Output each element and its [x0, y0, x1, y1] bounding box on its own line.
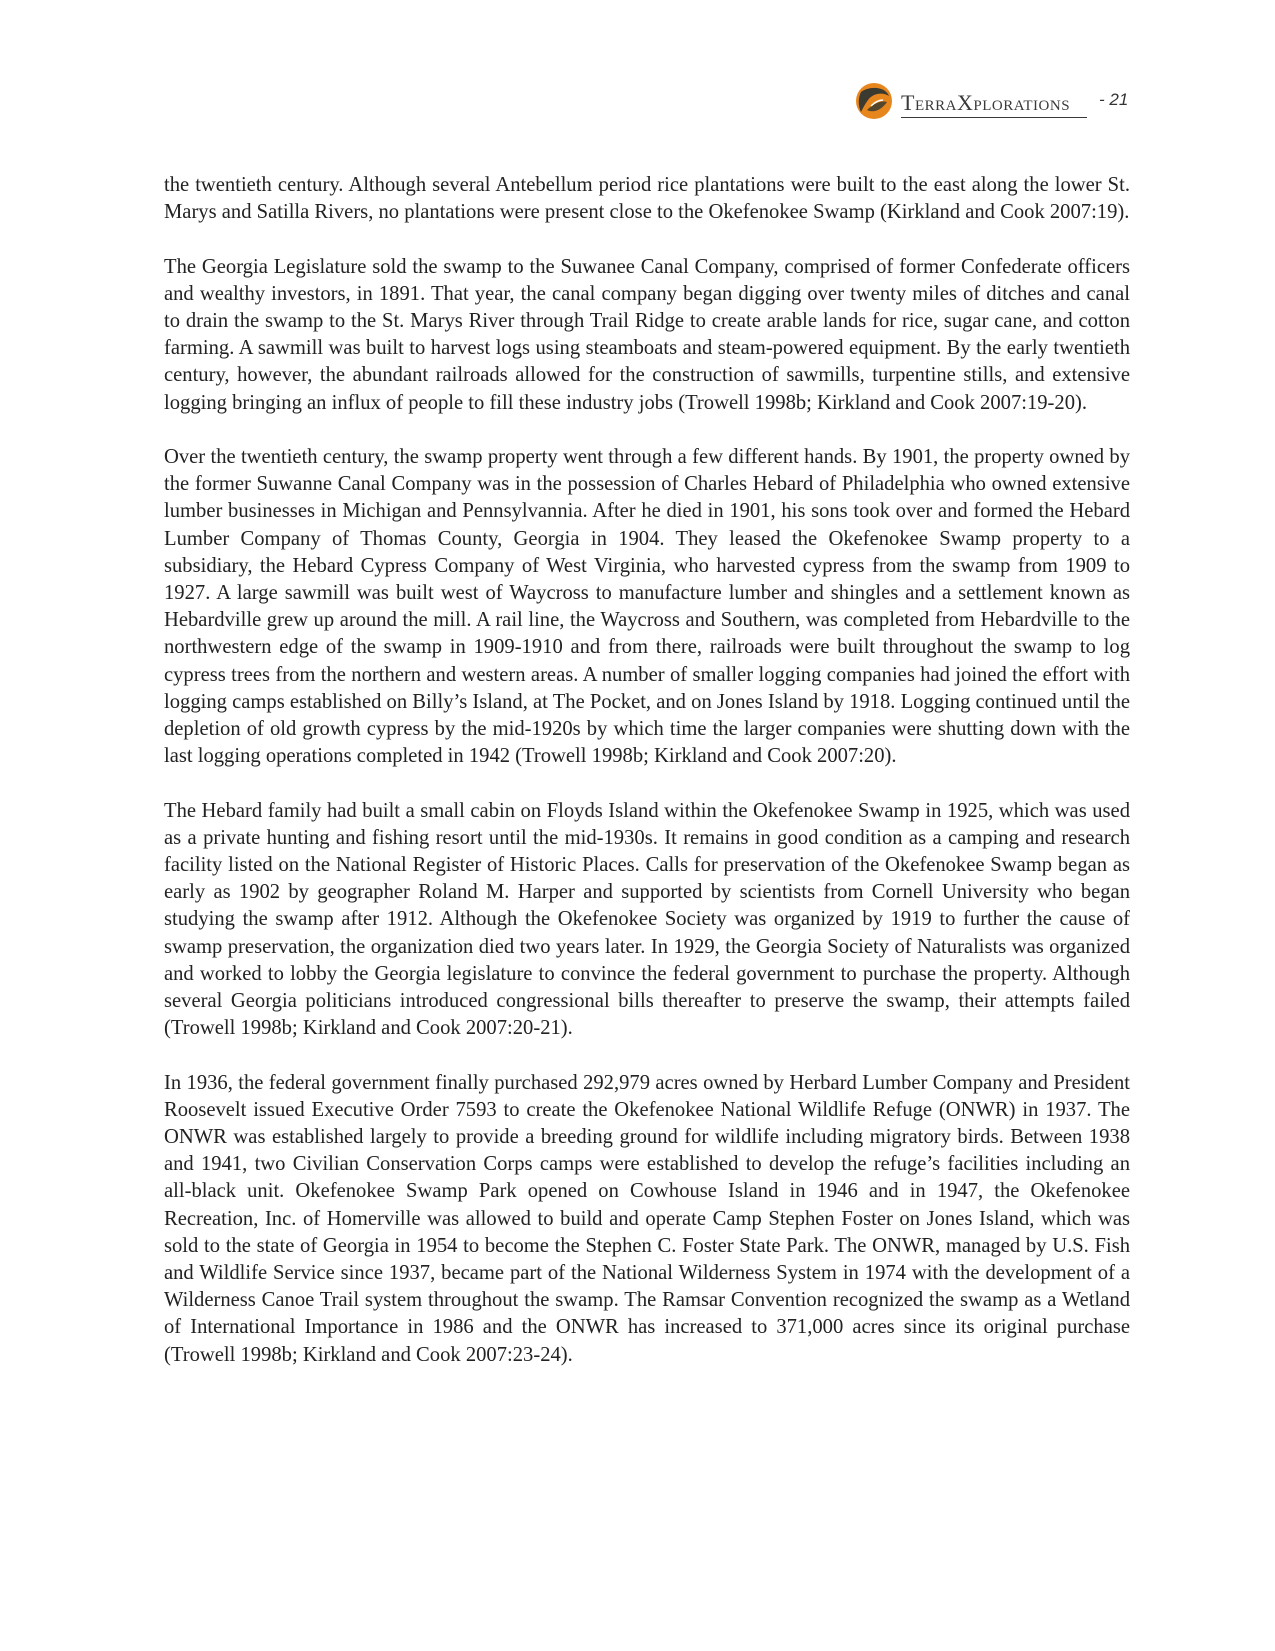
- paragraph: Over the twentieth century, the swamp property went through a few different hands. By 1901, the property owned by the former Suwanne Canal Company was in the possession of Charles Hebard of Philadelphia who owned extensive lumber businesses in Michigan and Pennsylvannia. After he died in 1901, his sons took over and formed the Hebard Lumber Company of Thomas County, Georgia in 1904. They leased the Okefenokee Swamp property to a subsidiary, the Hebard Cypress Company of West Virginia, who harvested cypress from the swamp from 1909 to 1927. A large sawmill was built west of Waycross to manufacture lumber and shingles and a settlement known as Hebardville grew up around the mill. A rail line, the Waycross and Southern, was completed from Hebardville to the northwestern edge of the swamp in 1909-1910 and from there, railroads were built throughout the swamp to log cypress trees from the northern and western areas. A number of smaller logging companies had joined the effort with logging camps established on Billy’s Island, at The Pocket, and on Jones Island by 1918. Logging continued until the depletion of old growth cypress by the mid-1920s by which time the larger companies were shutting down with the last logging operations completed in 1942 (Trowell 1998b; Kirkland and Cook 2007:20).: [164, 446, 1130, 768]
- page-header: [855, 80, 1145, 124]
- paragraph: The Hebard family had built a small cabin on Floyds Island within the Okefenokee Swamp in 1925, which was used as a private hunting and fishing resort until the mid-1930s. It remains in good condition as a camping and research facility listed on the National Register of Historic Places. Calls for preservation of the Okefenokee Swamp began as early as 1902 by geographer Roland M. Harper and supported by scientists from Cornell University who began studying the swamp after 1912. Although the Okefenokee Society was organized by 1919 to further the cause of swamp preservation, the organization died two years later. In 1929, the Georgia Society of Naturalists was organized and worked to lobby the Georgia legislature to convince the federal government to purchase the property. Although several Georgia politicians introduced congressional bills thereafter to preserve the swamp, their attempts failed (Trowell 1998b; Kirkland and Cook 2007:20-21).: [164, 799, 1130, 1040]
- logo-text-big-2: X: [956, 90, 974, 115]
- logo-text-small-1: ERRA: [914, 98, 957, 114]
- paragraph: The Georgia Legislature sold the swamp to the Suwanee Canal Company, comprised of former Confederate officers and wealthy investors, in 1891. That year, the canal company began digging over twenty miles of ditches and canal to drain the swamp to the St. Marys River through Trail Ridge to create arable lands for rice, sugar cane, and cotton farming. A sawmill was built to harvest logs using steamboats and steam-powered equipment. By the early twentieth century, however, the abundant railroads allowed for the construction of sawmills, turpentine stills, and extensive logging bringing an influx of people to fill these industry jobs (Trowell 1998b; Kirkland and Cook 2007:19-20).: [164, 255, 1130, 414]
- logo-text-small-2: PLORATIONS: [973, 98, 1071, 114]
- document-body: [164, 172, 1130, 1396]
- logo-text-big-1: T: [901, 90, 915, 115]
- logo-wordmark: [901, 90, 1070, 116]
- terraxplorations-logo-icon: [855, 82, 893, 120]
- logo-underline: [901, 117, 1087, 118]
- paragraph: the twentieth century. Although several Antebellum period rice plantations were built to the east along the lower St. Marys and Satilla Rivers, no plantations were present close to the Okefenokee Swamp (Kirkland and Cook 2007:19).: [164, 174, 1130, 224]
- paragraph: In 1936, the federal government finally purchased 292,979 acres owned by Herbard Lumber Company and President Roosevelt issued Executive Order 7593 to create the Okefenokee National Wildlife Refuge (ONWR) in 1937. The ONWR was established largely to provide a breeding ground for wildlife including migratory birds. Between 1938 and 1941, two Civilian Conservation Corps camps were established to develop the refuge’s facilities including an all-black unit. Okefenokee Swamp Park opened on Cowhouse Island in 1946 and in 1947, the Okefenokee Recreation, Inc. of Homerville was allowed to build and operate Camp Stephen Foster on Jones Island, which was sold to the state of Georgia in 1954 to become the Stephen C. Foster State Park. The ONWR, managed by U.S. Fish and Wildlife Service since 1937, became part of the National Wilderness System in 1974 with the development of a Wilderness Canoe Trail system throughout the swamp. The Ramsar Convention recognized the swamp as a Wetland of International Importance in 1986 and the ONWR has increased to 371,000 acres since its original purchase (Trowell 1998b; Kirkland and Cook 2007:23-24).: [164, 1071, 1130, 1366]
- page-number: - 21: [1099, 90, 1129, 109]
